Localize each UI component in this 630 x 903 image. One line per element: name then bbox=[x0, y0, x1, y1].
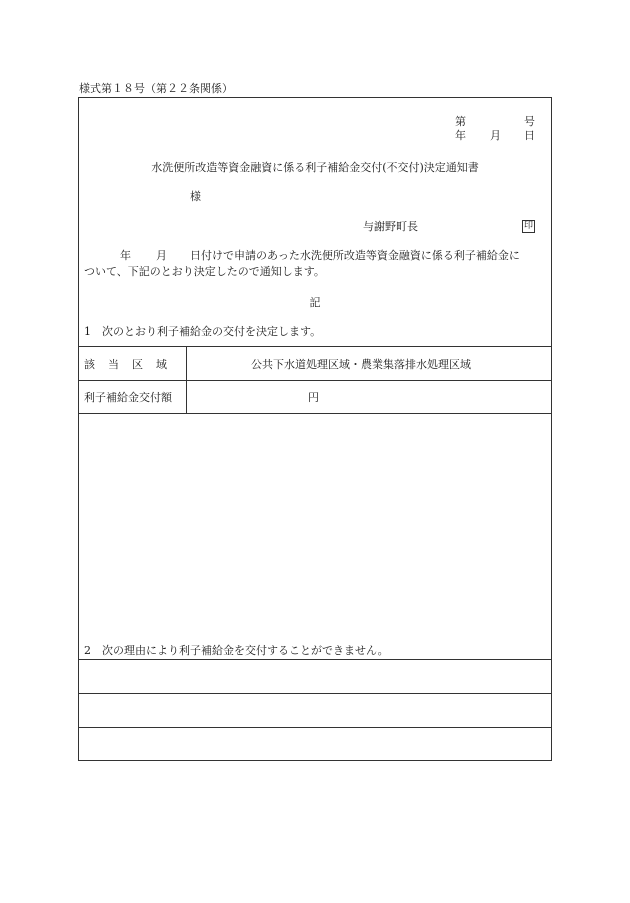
body-line-1: 日付けで申請のあった水洗便所改造等資金融資に係る利子補給金に bbox=[190, 249, 520, 262]
date-month: 月 bbox=[490, 129, 501, 142]
divider bbox=[78, 727, 552, 728]
ki-marker: 記 bbox=[309, 296, 321, 309]
divider bbox=[78, 659, 552, 660]
area-label-char: 該 bbox=[84, 358, 95, 371]
column-divider bbox=[186, 346, 187, 413]
section1-heading: 1 次のとおり利子補給金の交付を決定します。 bbox=[84, 325, 322, 338]
divider bbox=[78, 380, 552, 381]
area-label-char: 区 bbox=[132, 358, 143, 371]
form-frame bbox=[78, 97, 552, 761]
form-number: 様式第１８号（第２２条関係） bbox=[79, 82, 233, 95]
document-title: 水洗便所改造等資金融資に係る利子補給金交付(不交付)決定通知書 bbox=[151, 161, 479, 174]
divider bbox=[78, 346, 552, 347]
body-line-2: ついて、下記のとおり決定したので通知します。 bbox=[84, 265, 325, 278]
area-label-char: 当 bbox=[108, 358, 119, 371]
amount-label: 利子補給金交付額 bbox=[84, 391, 172, 404]
body-year: 年 bbox=[120, 249, 131, 262]
area-label bbox=[84, 359, 180, 370]
divider bbox=[78, 413, 552, 414]
body-month: 月 bbox=[156, 249, 167, 262]
sender: 与謝野町長 bbox=[363, 220, 418, 233]
addressee-suffix: 様 bbox=[190, 190, 201, 203]
area-label-char: 域 bbox=[156, 358, 167, 371]
number-suffix: 号 bbox=[524, 115, 535, 128]
date-day: 日 bbox=[524, 129, 535, 142]
seal-box: 印 bbox=[523, 221, 533, 231]
date-year: 年 bbox=[455, 129, 466, 142]
amount-unit: 円 bbox=[308, 391, 319, 404]
section2-heading: 2 次の理由により利子補給金を交付することができません。 bbox=[84, 644, 389, 657]
number-prefix: 第 bbox=[455, 115, 466, 128]
area-value: 公共下水道処理区域・農業集落排水処理区域 bbox=[251, 358, 471, 371]
divider bbox=[78, 693, 552, 694]
